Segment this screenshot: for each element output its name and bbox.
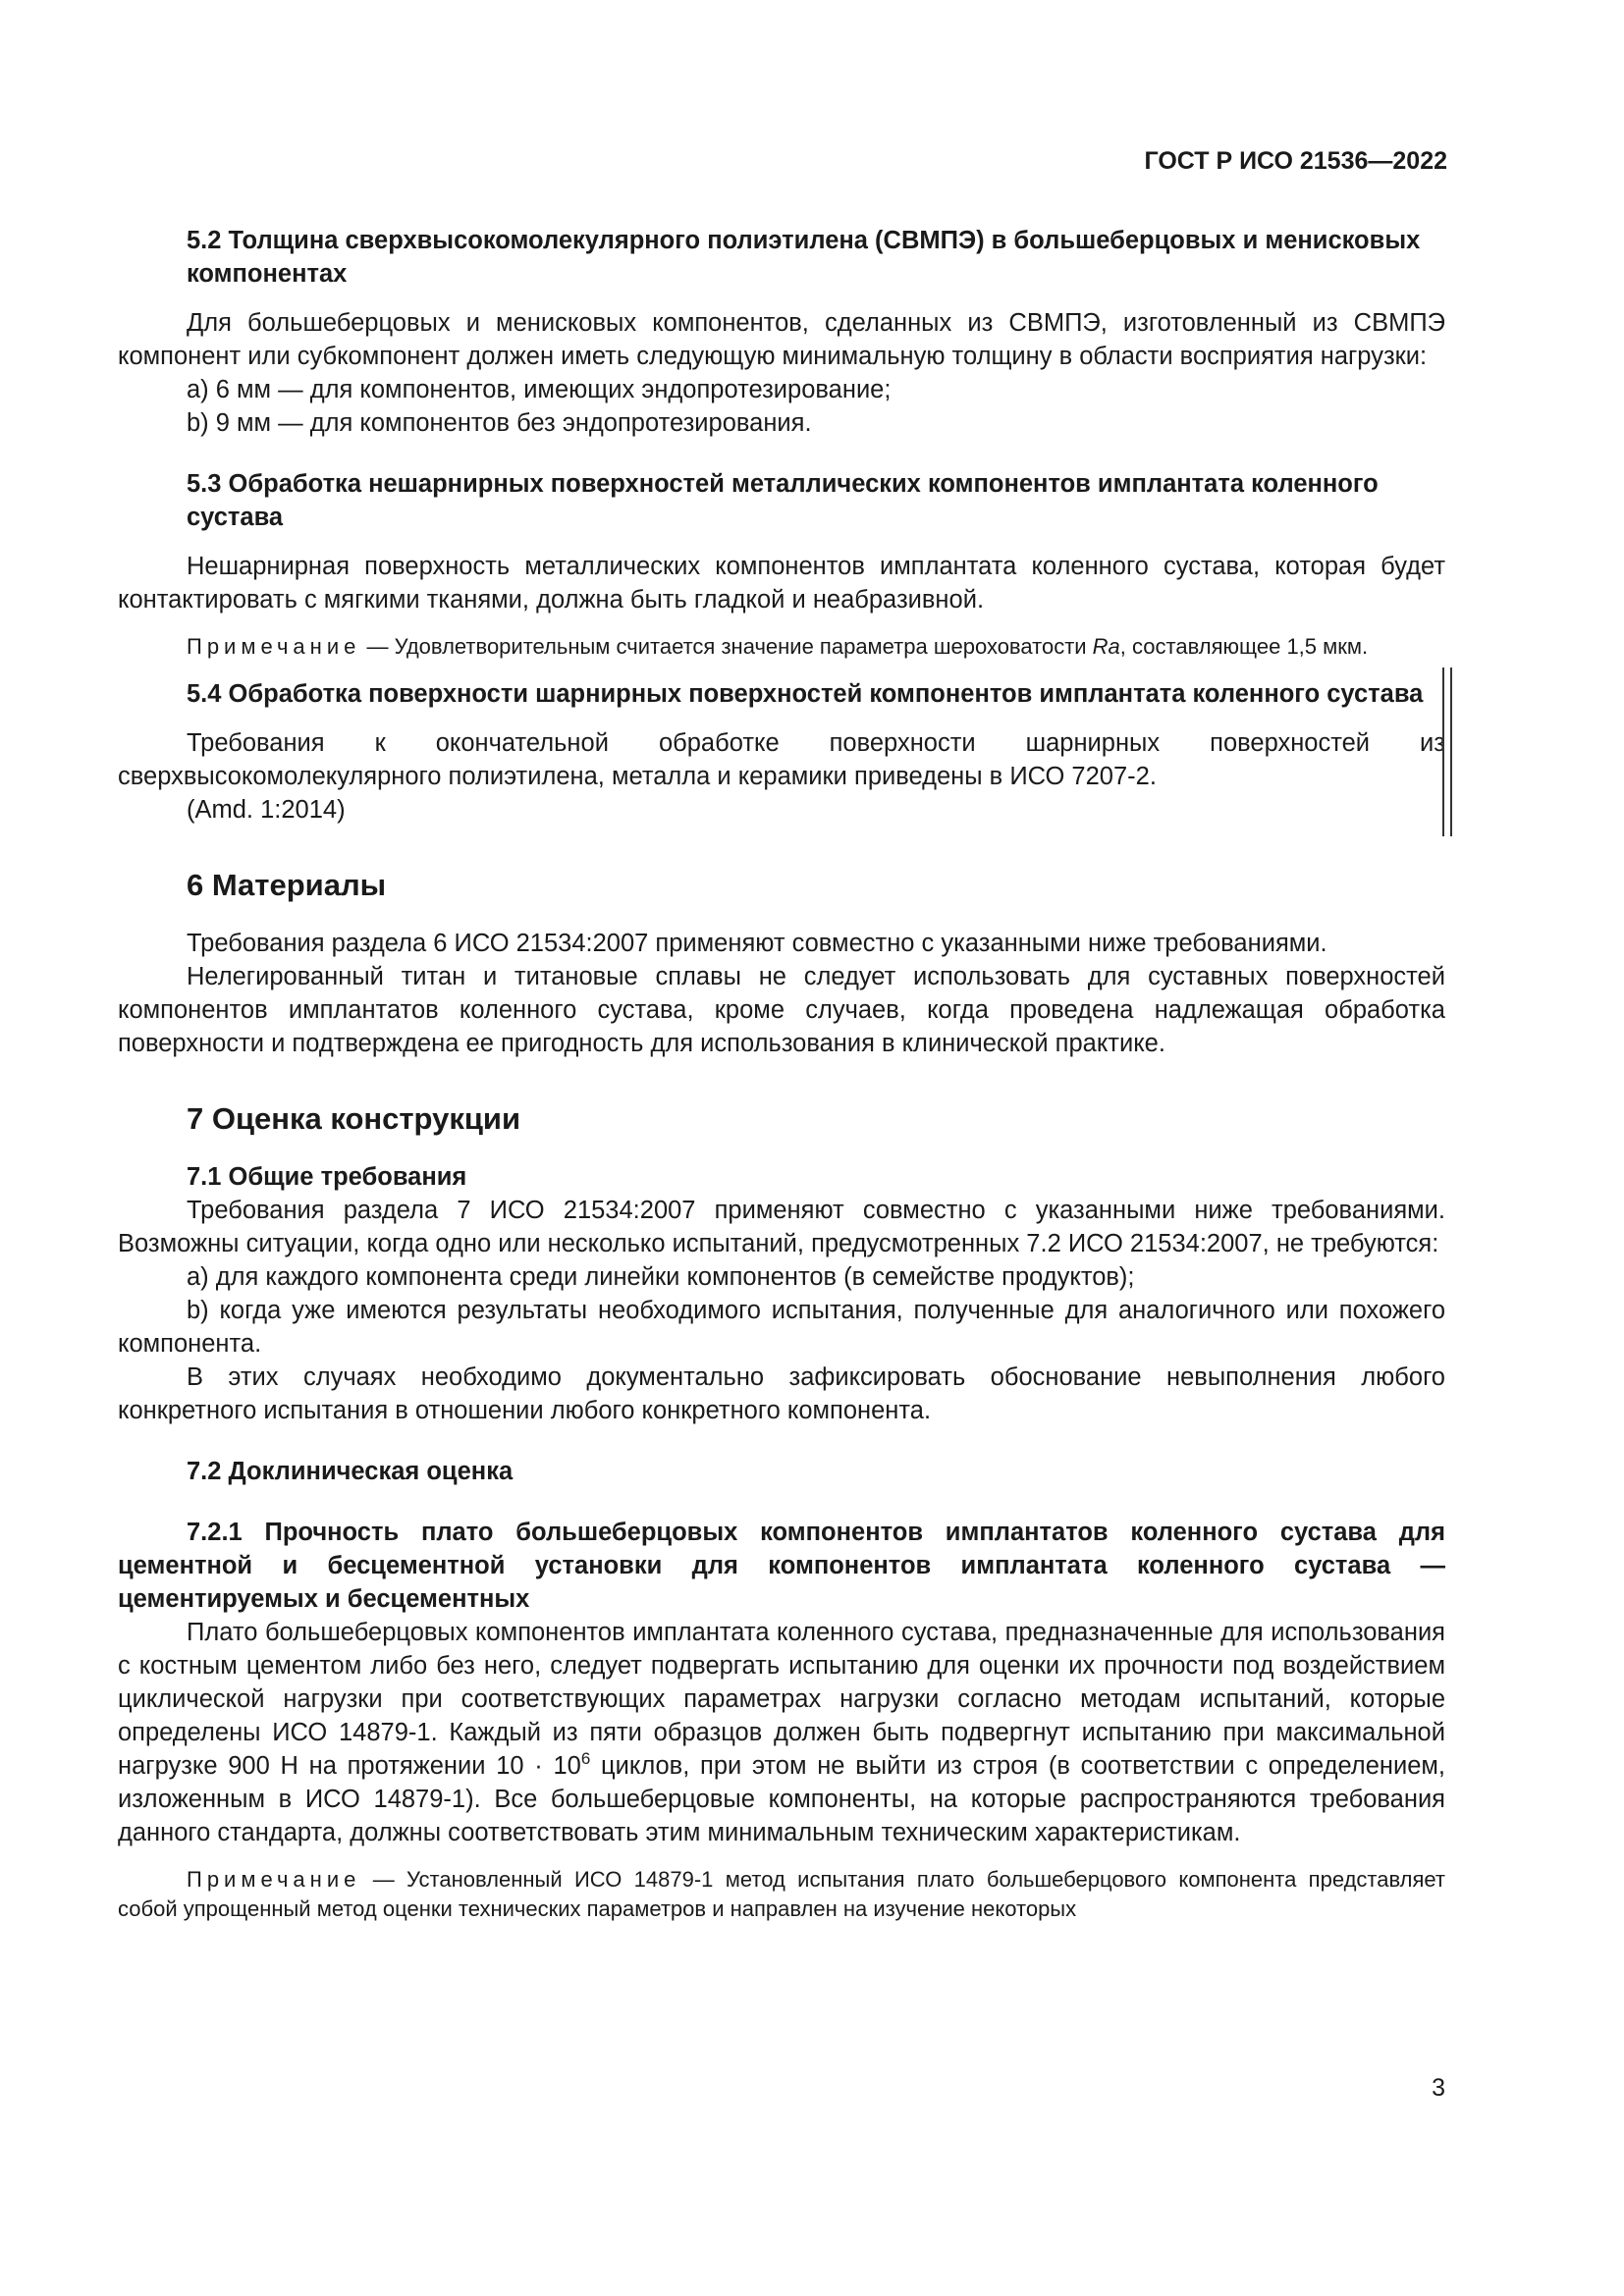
note-text: — Установленный ИСО 14879-1 метод испытания плато большеберцового компонента представляет собой упрощенный метод оценки технических параметров и направлен на изучение некоторых [118, 1867, 1445, 1921]
section-7-1-item-a: a) для каждого компонента среди линейки компонентов (в семействе продуктов); [187, 1263, 1135, 1291]
section-6-para-2: Нелегированный титан и титановые сплавы не следует использовать для суставных поверхностей компонентов имплантатов коленного сустава, кроме случаев, когда проведена надлежащая обработка поверхности и подтверждена ее пригодность для использования в клинической практике. [118, 963, 1445, 1057]
note-text: — Удовлетворительным считается значение параметра шероховатости [360, 634, 1093, 659]
document-code: ГОСТ Р ИСО 21536—2022 [1144, 147, 1447, 175]
section-7-1-para-1: Требования раздела 7 ИСО 21534:2007 применяют совместно с указанными ниже требованиями. Возможны ситуации, когда одно или несколько испытаний, предусмотренных 7.2 ИСО 21534:2007, не требуются: [118, 1197, 1445, 1257]
section-5-2-item-b: b) 9 мм — для компонентов без эндопротезирования. [187, 409, 812, 437]
section-7-1-item-b: b) когда уже имеются результаты необходимого испытания, полученные для аналогичного или похожего компонента. [118, 1297, 1445, 1358]
section-7-2-1-body [118, 1616, 1445, 1849]
section-6-para-1: Требования раздела 6 ИСО 21534:2007 применяют совместно с указанными ниже требованиями. [187, 930, 1327, 957]
body-text-end: циклов, при этом не выйти из строя (в соответствии с определением, изложенным в ИСО 14879-1). Все большеберцовые компоненты, на которые распространяются требования данного стандарта, должны соответствовать этим минимальным техническим характеристикам. [118, 1752, 1445, 1846]
change-bar [1442, 667, 1452, 836]
section-5-2-item-a: a) 6 мм — для компонентов, имеющих эндопротезирование; [187, 376, 892, 403]
section-7-2-title: 7.2 Доклиническая оценка [187, 1458, 514, 1485]
section-7-1-title: 7.1 Общие требования [187, 1163, 467, 1191]
section-5-2-body: Для большеберцовых и менисковых компонентов, сделанных из СВМПЭ, изготовленный из СВМПЭ компонент или субкомпонент должен иметь следующую минимальную толщину в области восприятия нагрузки: [118, 309, 1445, 370]
amendment-reference: (Amd. 1:2014) [187, 796, 346, 824]
section-5-4-body: Требования к окончательной обработке поверхности шарнирных поверхностей из сверхвысокомолекулярного полиэтилена, металла и керамики приведены в ИСО 7207-2. [118, 729, 1445, 790]
section-5-3-title: 5.3 Обработка нешарнирных поверхностей металлических компонентов имплантата коленного сустава [187, 470, 1379, 531]
page-content [118, 224, 1445, 1924]
section-7-2-1-title: 7.2.1 Прочность плато большеберцовых компонентов имплантатов коленного сустава для цементной и бесцементной установки для компонентов имплантата коленного сустава — цементируемых и бесцементных [118, 1519, 1445, 1613]
note-label: Примечание [187, 1867, 361, 1892]
page-number: 3 [1432, 2074, 1445, 2102]
section-5-3-note [118, 632, 1445, 662]
section-5-3-body: Нешарнирная поверхность металлических компонентов имплантата коленного сустава, которая будет контактировать с мягкими тканями, должна быть гладкой и неабразивной. [118, 553, 1445, 614]
note-label: Примечание [187, 634, 361, 659]
exponent: 6 [580, 1749, 591, 1768]
section-7-2-1-note [118, 1865, 1445, 1924]
section-5-2-title: 5.2 Толщина сверхвысокомолекулярного полиэтилена (СВМПЭ) в большеберцовых и менисковых компонентах [187, 227, 1421, 288]
section-7-1-para-2: В этих случаях необходимо документально зафиксировать обоснование невыполнения любого конкретного испытания в отношении любого конкретного компонента. [118, 1363, 1445, 1424]
section-6-title: 6 Материалы [187, 868, 387, 902]
body-text: Плато большеберцовых компонентов имплантата коленного сустава, предназначенные для использования с костным цементом либо без него, следует подвергать испытанию для оценки их прочности под воздействием циклической нагрузки при соответствующих параметрах нагрузки согласно методам испытаний, которые определены ИСО 14879-1. Каждый из пяти образцов должен быть подвергнут испытанию при максимальной нагрузке 900 Н на протяжении 10 · 10 [118, 1619, 1445, 1780]
section-5-4-title: 5.4 Обработка поверхности шарнирных поверхностей компонентов имплантата коленного сустава [187, 680, 1424, 708]
section-5-4-block [118, 677, 1445, 827]
note-text-end: , составляющее 1,5 мкм. [1119, 634, 1369, 659]
note-parameter: Ra [1092, 634, 1120, 659]
section-7-title: 7 Оценка конструкции [187, 1101, 521, 1136]
